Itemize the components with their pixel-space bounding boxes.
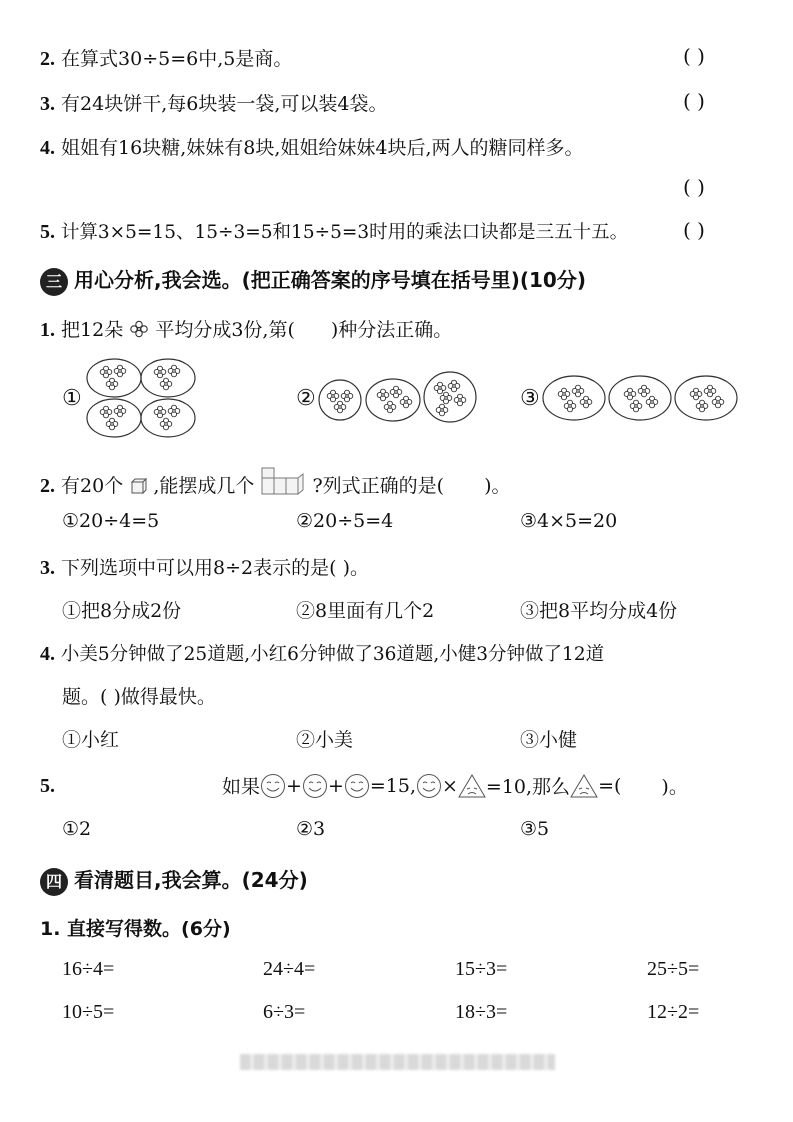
option-1-flower-groups: [84, 358, 199, 440]
question-text: ?列式正确的是(: [312, 475, 445, 497]
smiley-icon: [416, 773, 442, 799]
section-badge: 三: [40, 268, 68, 296]
question-text: 下列选项中可以用8÷2表示的是( )。: [61, 557, 370, 579]
option-1[interactable]: ①小红: [62, 729, 120, 751]
question-number: 5.: [40, 775, 55, 797]
cube-shape-icon: [260, 466, 306, 496]
judge-q5: [40, 218, 628, 244]
judge-q4: [40, 133, 584, 160]
question-text: 如果: [222, 776, 261, 798]
question-number: 1.: [40, 319, 55, 341]
option-3[interactable]: ③4×5=20: [520, 510, 618, 532]
option-2-label[interactable]: ②: [296, 386, 316, 411]
choice-q4-line2: 题。( )做得最快。: [62, 686, 216, 708]
option-3[interactable]: ③小健: [520, 729, 578, 751]
question-text: =(: [598, 774, 622, 797]
option-3[interactable]: ③5: [520, 818, 550, 840]
cube-icon: [129, 477, 147, 495]
section-4-q1-title: 1. 直接写得数。(6分): [40, 918, 231, 940]
calc-item[interactable]: 6÷3=: [263, 1001, 306, 1023]
question-text: 在算式30÷5=6中,5是商。: [61, 48, 293, 70]
question-text: =15,: [369, 774, 416, 797]
choice-q5: [222, 772, 688, 799]
triangle-face-icon: [458, 774, 486, 798]
judge-q3: [40, 89, 387, 116]
flower-icon: [129, 320, 149, 338]
choice-q4: [40, 640, 604, 666]
calc-item[interactable]: 15÷3=: [455, 958, 508, 980]
section-4-header: [40, 864, 308, 896]
smiley-icon: [302, 773, 328, 799]
question-text: )种分法正确。: [330, 319, 453, 341]
blurred-watermark: [240, 1054, 555, 1070]
choice-q5-number: [40, 775, 55, 798]
question-text: )。: [484, 475, 511, 497]
smiley-icon: [260, 773, 286, 799]
calc-item[interactable]: 16÷4=: [62, 958, 115, 980]
times-sign: ×: [442, 774, 458, 797]
plus-sign: +: [327, 774, 344, 797]
choice-q3: [40, 553, 369, 580]
question-number: 4.: [40, 643, 55, 665]
section-badge: 四: [40, 868, 68, 896]
smiley-icon: [344, 773, 370, 799]
option-2[interactable]: ②小美: [296, 729, 354, 751]
question-number: 3.: [40, 557, 55, 579]
question-text: 计算3×5=15、15÷3=5和15÷5=3时用的乘法口诀都是三五十五。: [60, 222, 629, 243]
calc-item[interactable]: 24÷4=: [263, 958, 316, 980]
option-3-label[interactable]: ③: [520, 386, 540, 411]
question-text: =10,那么: [485, 776, 571, 798]
triangle-face-icon: [570, 774, 598, 798]
option-1-label[interactable]: ①: [62, 386, 82, 411]
calc-item[interactable]: 12÷2=: [647, 1001, 700, 1023]
question-text: 把12朵: [61, 319, 124, 341]
choice-q1: [40, 315, 452, 342]
question-text: ,能摆成几个: [153, 475, 255, 497]
answer-paren[interactable]: ( ): [683, 218, 705, 242]
question-text: 有24块饼干,每6块装一袋,可以装4袋。: [61, 93, 388, 115]
section-3-header: [40, 264, 586, 296]
option-2[interactable]: ②20÷5=4: [296, 510, 394, 532]
option-1[interactable]: ①把8分成2份: [62, 600, 182, 622]
option-1[interactable]: ①20÷4=5: [62, 510, 160, 532]
option-2[interactable]: ②3: [296, 818, 326, 840]
question-text: 小美5分钟做了25道题,小红6分钟做了36道题,小健3分钟做了12道: [60, 644, 605, 665]
question-number: 3.: [40, 93, 55, 115]
question-number: 2.: [40, 475, 55, 497]
section-title: 看清题目,我会算。(24分): [74, 868, 308, 892]
calc-item[interactable]: 18÷3=: [455, 1001, 508, 1023]
answer-paren[interactable]: ( ): [683, 175, 705, 199]
option-2[interactable]: ②8里面有几个2: [296, 600, 435, 622]
option-3[interactable]: ③把8平均分成4份: [520, 600, 678, 622]
section-title: 用心分析,我会选。(把正确答案的序号填在括号里)(10分): [74, 268, 586, 292]
answer-paren[interactable]: ( ): [683, 89, 705, 113]
choice-q2: [40, 466, 511, 498]
question-text: 平均分成3份,第(: [155, 319, 295, 341]
option-1[interactable]: ①2: [62, 818, 92, 840]
question-text: 姐姐有16块糖,妹妹有8块,姐姐给妹妹4块后,两人的糖同样多。: [61, 137, 584, 159]
question-number: 4.: [40, 137, 55, 159]
option-3-flower-groups: [542, 374, 742, 422]
calc-item[interactable]: 10÷5=: [62, 1001, 115, 1023]
plus-sign: +: [286, 774, 302, 797]
question-text: )。: [661, 776, 688, 798]
answer-paren[interactable]: ( ): [683, 44, 705, 68]
calc-item[interactable]: 25÷5=: [647, 958, 700, 980]
question-number: 2.: [40, 48, 55, 70]
question-text: 有20个: [61, 475, 124, 497]
judge-q2: [40, 44, 292, 71]
question-number: 5.: [40, 221, 55, 243]
option-2-flower-groups: [318, 370, 478, 426]
